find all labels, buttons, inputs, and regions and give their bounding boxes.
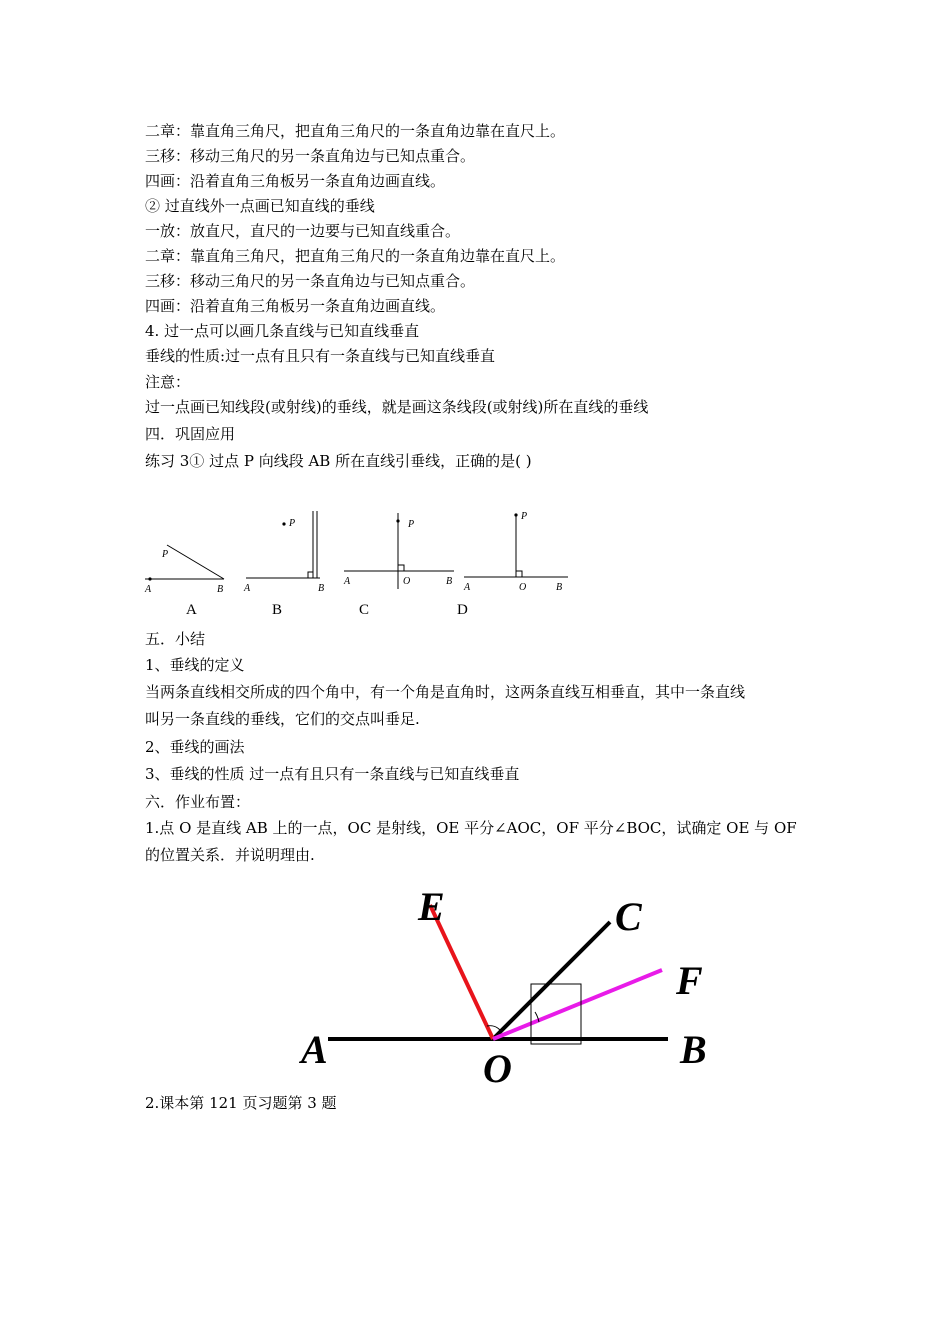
- text-line: 四画：沿着直角三角板另一条直角边画直线。: [145, 297, 446, 315]
- point-a-label: A: [344, 576, 351, 587]
- text-line: 1、垂线的定义: [145, 656, 245, 674]
- text-line: 当两条直线相交所成的四个角中，有一个角是直角时，这两条直线互相垂直，其中一条直线: [145, 683, 746, 701]
- text-line: 3、垂线的性质 过一点有且只有一条直线与已知直线垂直: [145, 765, 520, 783]
- point-a-label: A: [301, 1027, 328, 1072]
- text-line: 注意：: [145, 373, 191, 391]
- exercise-question: 练习 3① 过点 P 向线段 AB 所在直线引垂线，正确的是( ): [145, 452, 532, 470]
- point-p-label: P: [408, 519, 415, 530]
- point-a-label: A: [244, 583, 251, 594]
- section-heading: 五．小结: [145, 630, 206, 648]
- text-line: 二章：靠直角三角尺，把直角三角尺的一条直角边靠在直尺上。: [145, 122, 566, 140]
- option-a-figure: [140, 535, 230, 595]
- homework-question: 的位置关系．并说明理由.: [145, 846, 315, 864]
- point-b-label: B: [446, 576, 453, 587]
- text-line: 一放：放直尺，直尺的一边要与已知直线重合。: [145, 222, 461, 240]
- option-d-caption: D: [457, 602, 468, 618]
- option-c-caption: C: [359, 602, 370, 618]
- point-o-label: O: [483, 1046, 512, 1091]
- point-a-label: A: [464, 582, 471, 593]
- option-b-figure: [240, 505, 330, 595]
- homework-question: 2.课本第 121 页习题第 3 题: [145, 1094, 337, 1112]
- point-p-label: P: [162, 549, 169, 560]
- option-b-caption: B: [272, 602, 283, 618]
- ray-oc: [493, 922, 610, 1039]
- text-line: 2、垂线的画法: [145, 738, 245, 756]
- option-a-caption: A: [186, 602, 197, 618]
- text-line: 4. 过一点可以画几条直线与已知直线垂直: [145, 322, 420, 340]
- point-e-label: E: [418, 884, 445, 929]
- point-b-label: B: [680, 1027, 707, 1072]
- point-b-label: B: [556, 582, 563, 593]
- text-line: ② 过直线外一点画已知直线的垂线: [145, 197, 375, 215]
- text-line: 叫另一条直线的垂线，它们的交点叫垂足.: [145, 710, 420, 728]
- point-p-label: P: [521, 511, 528, 522]
- section-heading: 六．作业布置：: [145, 793, 251, 811]
- text-line: 三移：移动三角尺的另一条直角边与已知点重合。: [145, 147, 476, 165]
- ray-of: [493, 970, 662, 1039]
- point-o-label: O: [519, 582, 527, 593]
- point-p-label: P: [289, 518, 296, 529]
- angle-bisector-figure: [290, 880, 760, 1100]
- text-line: 四画：沿着直角三角板另一条直角边画直线。: [145, 172, 446, 190]
- option-d-figure: [460, 505, 575, 595]
- point-b-label: B: [318, 583, 325, 594]
- point-a-label: A: [145, 584, 152, 595]
- option-c-figure: [340, 505, 460, 595]
- text-line: 过一点画已知线段(或射线)的垂线，就是画这条线段(或射线)所在直线的垂线: [145, 398, 649, 416]
- point-f-label: F: [676, 958, 703, 1003]
- point-b-label: B: [217, 584, 224, 595]
- text-line: 三移：移动三角尺的另一条直角边与已知点重合。: [145, 272, 476, 290]
- text-line: 二章：靠直角三角尺，把直角三角尺的一条直角边靠在直尺上。: [145, 247, 566, 265]
- homework-question: 1.点 O 是直线 AB 上的一点，OC 是射线，OE 平分∠AOC，OF 平分∠BOC，试确定 OE 与 OF: [145, 819, 797, 837]
- point-o-label: O: [403, 576, 411, 587]
- text-line: 垂线的性质:过一点有且只有一条直线与已知直线垂直: [145, 347, 496, 365]
- point-c-label: C: [615, 894, 642, 939]
- section-heading: 四．巩固应用: [145, 425, 236, 443]
